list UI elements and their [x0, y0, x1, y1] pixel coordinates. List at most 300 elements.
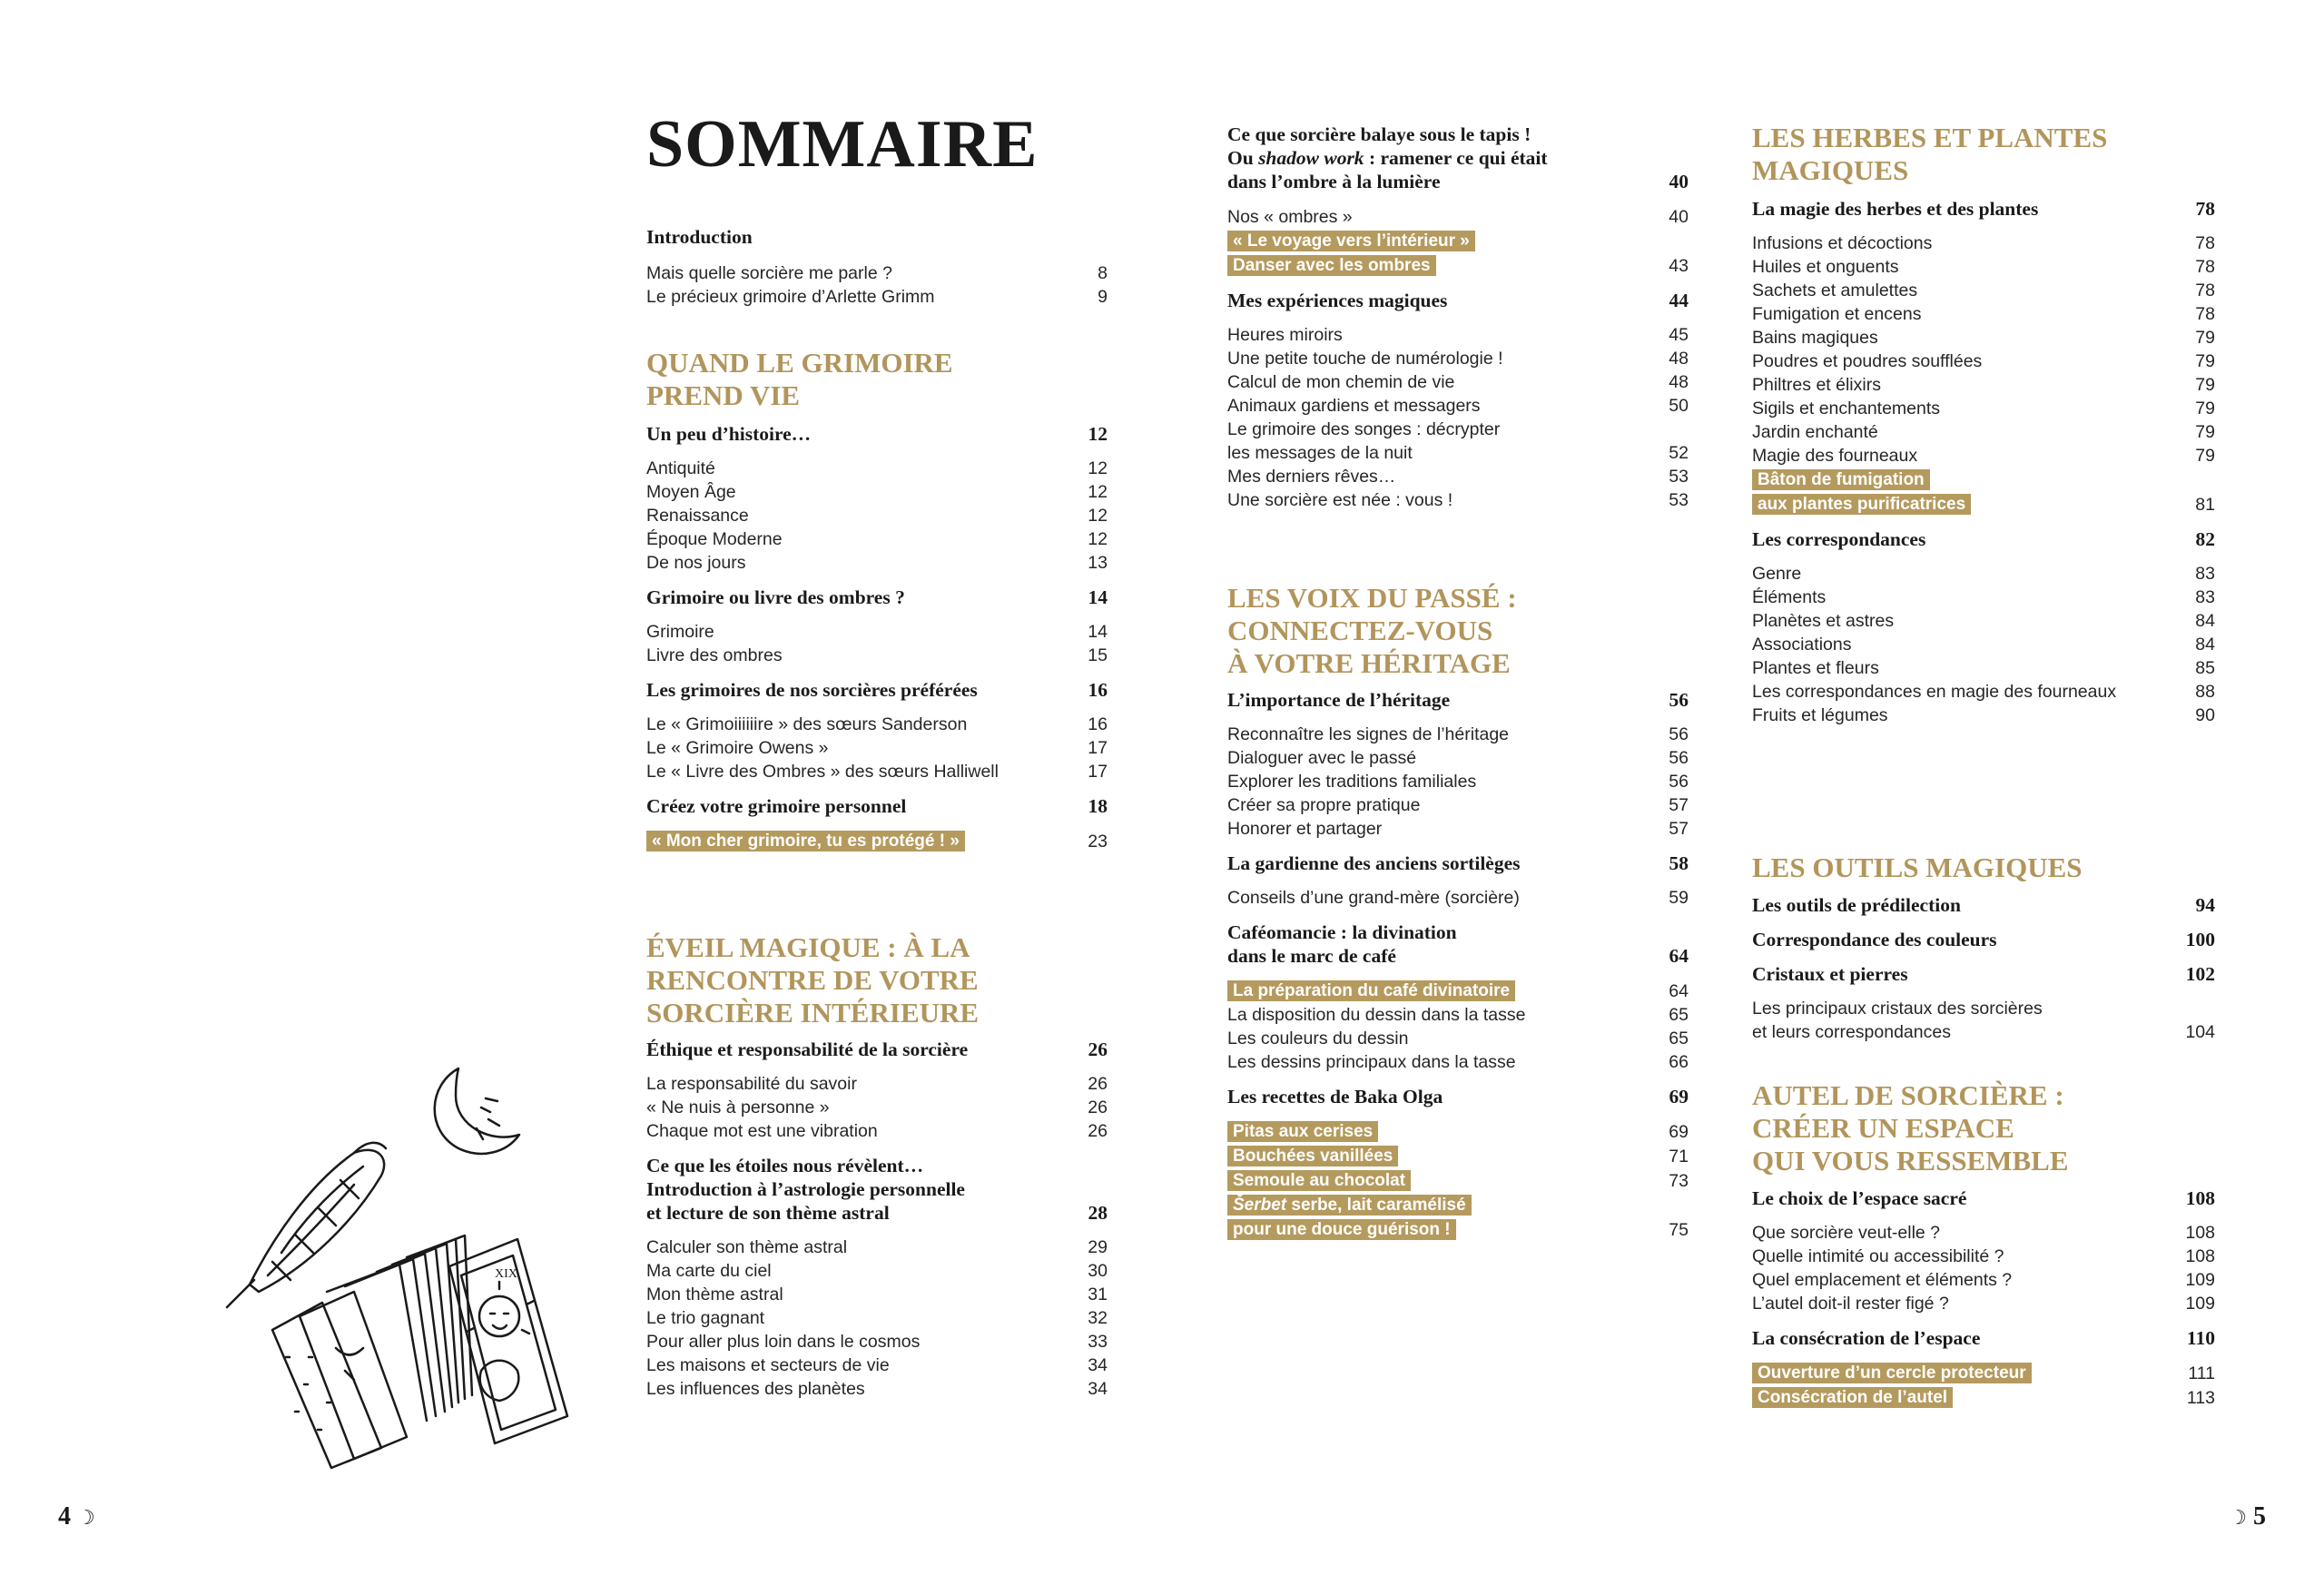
toc-entry[interactable] [1227, 488, 1689, 512]
entry-title: Une sorcière est née : vous ! [1227, 490, 1453, 510]
entry-title: Les dessins principaux dans la tasse [1227, 1052, 1516, 1072]
page-ref: 83 [2195, 587, 2215, 607]
highlight-label [1752, 1385, 1953, 1410]
page-ref: 16 [1088, 714, 1108, 734]
highlight-text: Bâton de fumigation aux plantes purificatrices [1752, 469, 1971, 515]
page-ref: 50 [1669, 396, 1689, 416]
page-ref: 30 [1088, 1261, 1108, 1281]
entry-title: Les maisons et secteurs de vie [646, 1355, 890, 1375]
toc-highlight-entry[interactable] [1752, 1361, 2215, 1385]
page-ref: 75 [1669, 1220, 1689, 1240]
highlight-text: Consécration de l’autel [1752, 1387, 1953, 1408]
page-ref: 26 [1088, 1098, 1108, 1117]
toc-entry[interactable] [646, 1259, 1108, 1283]
chapter-title: Éthique et responsabilité de la sorcière [646, 1039, 969, 1060]
sage-bundle-icon [227, 1143, 386, 1307]
highlight-label [1227, 1144, 1398, 1168]
svg-text:XIX: XIX [495, 1267, 517, 1281]
entry-title: Conseils d’une grand-mère (sorcière) [1227, 888, 1520, 908]
page-ref: 12 [1088, 529, 1108, 549]
toc-entry[interactable] [1752, 326, 2215, 349]
page-ref: 59 [1669, 888, 1689, 908]
chapter-title: Correspondance des couleurs [1752, 929, 1997, 950]
page-ref: 17 [1088, 762, 1108, 782]
toc-entry[interactable] [646, 736, 1108, 760]
entry-title: Le grimoire des songes : décrypter les messages de la nuit [1227, 419, 1501, 463]
page-ref: 12 [1088, 458, 1108, 478]
entry-title: Quel emplacement et éléments ? [1752, 1270, 2013, 1290]
entry-title: Associations [1752, 635, 1852, 655]
toc-entry[interactable] [646, 1119, 1108, 1143]
page-ref: 13 [1088, 553, 1108, 573]
entry-title: Le « Grimoire Owens » [646, 738, 829, 758]
page-ref: 83 [2195, 564, 2215, 584]
page-ref: 17 [1088, 738, 1108, 758]
page-ref: 69 [1669, 1086, 1689, 1107]
witch-tools-illustration [218, 1058, 581, 1471]
toc-highlight-entry[interactable] [1227, 1193, 1689, 1242]
chapter-title: Cristaux et pierres [1752, 963, 1908, 985]
page-number-left: 4 ☽ [58, 1502, 95, 1531]
page-ref: 56 [1669, 724, 1689, 744]
toc-highlight-entry[interactable] [1227, 1144, 1689, 1168]
page-ref: 57 [1669, 795, 1689, 815]
page-ref: 90 [2195, 705, 2215, 725]
highlight-label [1227, 1119, 1378, 1144]
toc-highlight-entry[interactable] [646, 829, 1108, 853]
toc-chapter[interactable] [646, 422, 1108, 446]
toc-chapter[interactable] [646, 586, 1108, 609]
section-title: LES HERBES ET PLANTES MAGIQUES [1752, 122, 2108, 186]
toc-entry[interactable] [1752, 231, 2215, 255]
page-ref: 110 [2186, 1327, 2215, 1349]
toc-entry[interactable] [1752, 1221, 2215, 1245]
page-ref: 40 [1669, 207, 1689, 227]
toc-chapter[interactable] [646, 678, 1108, 702]
toc-entry[interactable] [1227, 817, 1689, 841]
highlight-text: Bouchées vanillées [1227, 1146, 1398, 1166]
page-ref: 56 [1669, 748, 1689, 768]
section-block [1227, 688, 1689, 1242]
page-ref: 44 [1669, 290, 1689, 311]
entry-title: Genre [1752, 564, 1802, 584]
entry-title: Époque Moderne [646, 529, 783, 549]
entry-title: Que sorcière veut-elle ? [1752, 1223, 1941, 1243]
page-ref: 102 [2185, 963, 2215, 985]
entry-title: Infusions et décoctions [1752, 233, 1933, 253]
page-ref: 14 [1088, 622, 1108, 642]
entry-title: Le précieux grimoire d’Arlette Grimm [646, 287, 935, 307]
section-title: QUAND LE GRIMOIRE PREND VIE [646, 347, 953, 411]
toc-chapter-introduction[interactable]: Introduction [646, 226, 753, 248]
entry-title: Bains magiques [1752, 328, 1878, 348]
highlight-text: Pitas aux cerises [1227, 1121, 1378, 1142]
page-ref: 32 [1088, 1308, 1108, 1328]
section-title: LES VOIX DU PASSÉ : CONNECTEZ-VOUS À VOTRE HÉRITAGE [1227, 582, 1517, 679]
entry-title: Sachets et amulettes [1752, 281, 1918, 300]
entry-title: Calculer son thème astral [646, 1237, 848, 1257]
page-ref: 69 [1669, 1122, 1689, 1142]
page-ref: 28 [1088, 1202, 1108, 1224]
page-ref: 65 [1669, 1029, 1689, 1048]
toc-entry[interactable] [646, 1306, 1108, 1330]
entry-title: Grimoire [646, 622, 714, 642]
toc-entry[interactable] [1227, 746, 1689, 770]
toc-entry[interactable] [646, 504, 1108, 527]
entry-title: Fruits et légumes [1752, 705, 1888, 725]
toc-highlight-entry[interactable] [1227, 229, 1689, 278]
page-ref: 66 [1669, 1052, 1689, 1072]
toc-entry[interactable] [1752, 680, 2215, 704]
page-ref: 108 [2185, 1187, 2215, 1209]
entry-title: Renaissance [646, 506, 749, 526]
entry-title: Jardin enchanté [1752, 422, 1878, 442]
entry-title: Explorer les traditions familiales [1227, 772, 1477, 792]
entry-title: Chaque mot est une vibration [646, 1121, 878, 1141]
toc-entry[interactable] [1752, 302, 2215, 326]
page-ref: 79 [2195, 375, 2215, 395]
toc-entry[interactable] [1227, 1003, 1689, 1027]
entry-title: Calcul de mon chemin de vie [1227, 372, 1455, 392]
toc-chapter[interactable] [1752, 893, 2215, 917]
toc-chapter[interactable] [646, 1154, 1108, 1225]
toc-chapter[interactable] [646, 794, 1108, 818]
page-ref: 48 [1669, 349, 1689, 369]
toc-chapter[interactable] [1752, 1186, 2215, 1210]
toc-entry[interactable] [1752, 633, 2215, 656]
highlight-label [1227, 229, 1475, 278]
page-ref: 78 [2195, 281, 2215, 300]
toc-entry[interactable] [646, 457, 1108, 480]
page-title: SOMMAIRE [646, 107, 1039, 182]
toc-entry[interactable] [1227, 465, 1689, 488]
page-ref: 9 [1098, 287, 1108, 307]
toc-entry[interactable] [1227, 323, 1689, 347]
page-ref: 26 [1088, 1039, 1108, 1060]
toc-chapter[interactable] [1227, 688, 1689, 712]
toc-entry[interactable] [1752, 656, 2215, 680]
toc-chapter[interactable] [1752, 197, 2215, 221]
chapter-title: Mes expériences magiques [1227, 290, 1448, 311]
highlight-label [1227, 979, 1515, 1003]
page-ref: 104 [2185, 1022, 2215, 1042]
entry-title: Reconnaître les signes de l’héritage [1227, 724, 1510, 744]
chapter-title: La gardienne des anciens sortilèges [1227, 852, 1521, 874]
page-ref: 79 [2195, 399, 2215, 418]
entry-title: La responsabilité du savoir [646, 1074, 857, 1094]
highlight-italic: Šerbet [1233, 1196, 1287, 1215]
page-ref: 57 [1669, 819, 1689, 839]
page-ref: 64 [1669, 981, 1689, 1001]
chapter-title: Ce que les étoiles nous révèlent… Introduction à l’astrologie personnelle et lecture de son thème astral [646, 1155, 965, 1224]
page-ref: 29 [1088, 1237, 1108, 1257]
page-ref: 43 [1669, 256, 1689, 276]
section-block [1227, 205, 1689, 512]
toc-entry[interactable] [646, 480, 1108, 504]
toc-entry[interactable] [1752, 420, 2215, 444]
toc-highlight-entry[interactable] [1752, 1385, 2215, 1410]
chapter-title: Le choix de l’espace sacré [1752, 1187, 1967, 1209]
entry-title: Plantes et fleurs [1752, 658, 1879, 678]
toc-highlight-entry[interactable] [1752, 468, 2215, 517]
page-ref: 23 [1088, 832, 1108, 851]
toc-entry[interactable] [646, 1354, 1108, 1377]
page-ref: 108 [2185, 1246, 2215, 1266]
toc-highlight-entry[interactable] [1227, 1119, 1689, 1144]
toc-chapter[interactable] [1752, 1326, 2215, 1350]
section-title: ÉVEIL MAGIQUE : À LA RENCONTRE DE VOTRE SORCIÈRE INTÉRIEURE [646, 931, 980, 1029]
toc-entry[interactable] [1752, 1292, 2215, 1315]
section-block [646, 1038, 1108, 1401]
entry-title: Les principaux cristaux des sorcières et leurs correspondances [1752, 999, 2043, 1042]
entry-title: Magie des fourneaux [1752, 446, 1918, 466]
toc-entry[interactable] [1752, 373, 2215, 397]
page-ref: 34 [1088, 1379, 1108, 1399]
toc-entry[interactable] [1752, 562, 2215, 586]
toc-entry[interactable] [646, 261, 1108, 285]
toc-entry[interactable] [646, 285, 1108, 309]
moon-icon: ☽ [2229, 1506, 2247, 1529]
section-title: AUTEL DE SORCIÈRE : CRÉER UN ESPACE QUI VOUS RESSEMBLE [1752, 1079, 2069, 1176]
section-block [646, 422, 1108, 853]
page-ref: 26 [1088, 1121, 1108, 1141]
page-ref: 79 [2195, 446, 2215, 466]
page-ref: 53 [1669, 467, 1689, 487]
toc-entry[interactable] [1752, 279, 2215, 302]
page-ref: 45 [1669, 325, 1689, 345]
toc-entry[interactable] [646, 1235, 1108, 1259]
chapter-title: Les grimoires de nos sorcières préférées [646, 679, 978, 701]
moon-icon: ☽ [77, 1506, 95, 1529]
toc-entry[interactable] [1752, 586, 2215, 609]
entry-title: Quelle intimité ou accessibilité ? [1752, 1246, 2004, 1266]
entry-title: Les couleurs du dessin [1227, 1029, 1409, 1048]
toc-entry[interactable] [646, 1283, 1108, 1306]
page-ref: 52 [1669, 443, 1689, 463]
entry-title: Pour aller plus loin dans le cosmos [646, 1332, 921, 1352]
page-ref: 56 [1669, 689, 1689, 711]
toc-entry[interactable] [646, 1072, 1108, 1096]
page-ref: 31 [1088, 1285, 1108, 1304]
page-ref: 84 [2195, 611, 2215, 631]
toc-entry[interactable] [1752, 997, 2215, 1044]
entry-title: Livre des ombres [646, 645, 783, 665]
page-ref: 109 [2185, 1294, 2215, 1314]
entry-title: Le trio gagnant [646, 1308, 765, 1328]
page-ref: 84 [2195, 635, 2215, 655]
highlight-text: La préparation du café divinatoire [1227, 980, 1515, 1001]
entry-title: Le « Grimoiiiiiire » des sœurs Sanderson [646, 714, 968, 734]
page-ref: 113 [2186, 1388, 2215, 1408]
page-ref: 78 [2195, 198, 2215, 220]
toc-entry[interactable] [1227, 418, 1689, 465]
toc-entry[interactable] [1227, 370, 1689, 394]
toc-entry[interactable] [646, 713, 1108, 736]
toc-entry[interactable] [1227, 770, 1689, 793]
section-block [1752, 197, 2215, 727]
entry-title: Éléments [1752, 587, 1827, 607]
page-ref: 18 [1088, 795, 1108, 817]
toc-entry[interactable] [1227, 347, 1689, 370]
page-ref: 16 [1088, 679, 1108, 701]
toc-entry[interactable] [646, 527, 1108, 551]
toc-entry[interactable] [646, 1330, 1108, 1354]
page-ref: 8 [1098, 263, 1108, 283]
page-ref: 56 [1669, 772, 1689, 792]
page-ref: 15 [1088, 645, 1108, 665]
page-ref: 111 [2188, 1363, 2215, 1383]
entry-title: Moyen Âge [646, 482, 736, 502]
toc-entry[interactable] [1752, 1268, 2215, 1292]
chapter-title: Grimoire ou livre des ombres ? [646, 586, 905, 608]
toc-entry[interactable] [1752, 444, 2215, 468]
toc-chapter[interactable] [646, 1038, 1108, 1061]
chapter-title: La magie des herbes et des plantes [1752, 198, 2039, 220]
entry-title: « Ne nuis à personne » [646, 1098, 830, 1117]
page-ref: 109 [2185, 1270, 2215, 1290]
toc-entry[interactable] [1752, 255, 2215, 279]
toc-entry[interactable] [1227, 1050, 1689, 1074]
page-ref: 78 [2195, 257, 2215, 277]
toc-entry[interactable] [646, 1377, 1108, 1401]
page-ref: 12 [1088, 423, 1108, 445]
toc-entry[interactable] [1227, 394, 1689, 418]
page-ref: 82 [2195, 528, 2215, 550]
entry-title: De nos jours [646, 553, 746, 573]
page-ref: 85 [2195, 658, 2215, 678]
highlight-label [1752, 1361, 2032, 1385]
chapter-title: Les outils de prédilection [1752, 894, 1961, 916]
toc-chapter[interactable] [1227, 1085, 1689, 1108]
toc-entry[interactable] [1752, 397, 2215, 420]
section-block [1752, 893, 2215, 1044]
toc-entry[interactable] [646, 620, 1108, 644]
entry-title: Mon thème astral [646, 1285, 783, 1304]
toc-highlight-entry[interactable] [1227, 979, 1689, 1003]
chapter-title: Un peu d’histoire… [646, 423, 812, 445]
toc-entry[interactable] [646, 1096, 1108, 1119]
crescent-moon-icon [435, 1068, 519, 1154]
highlight-text: Semoule au chocolat [1227, 1170, 1411, 1191]
toc-chapter[interactable] [1227, 851, 1689, 875]
toc-chapter[interactable] [1227, 920, 1689, 968]
entry-title: Le « Livre des Ombres » des sœurs Halliwell [646, 762, 999, 782]
toc-entry[interactable] [646, 760, 1108, 783]
page-ref: 88 [2195, 682, 2215, 702]
page-ref: 26 [1088, 1074, 1108, 1094]
page-ref: 65 [1669, 1005, 1689, 1025]
entry-title: Les correspondances en magie des fourneaux [1752, 682, 2117, 702]
page-ref: 64 [1669, 945, 1689, 967]
toc-entry[interactable] [1752, 609, 2215, 633]
toc-entry[interactable] [1752, 1245, 2215, 1268]
tarot-cards-icon [272, 1235, 567, 1468]
toc-entry[interactable] [1227, 793, 1689, 817]
page-ref: 78 [2195, 233, 2215, 253]
entry-title: Mais quelle sorcière me parle ? [646, 263, 892, 283]
toc-entry[interactable] [646, 644, 1108, 667]
chapter-title: L’importance de l’héritage [1227, 689, 1451, 711]
page-ref: 100 [2185, 929, 2215, 950]
toc-entry[interactable] [1227, 886, 1689, 910]
toc-entry[interactable] [1752, 349, 2215, 373]
highlight-label [1227, 1168, 1411, 1193]
entry-title: Mes derniers rêves… [1227, 467, 1396, 487]
section-title: LES OUTILS MAGIQUES [1752, 851, 2083, 883]
entry-title: La disposition du dessin dans la tasse [1227, 1005, 1526, 1025]
toc-entry[interactable] [1227, 723, 1689, 746]
chapter-title: Créez votre grimoire personnel [646, 795, 907, 817]
chapter-title: La consécration de l’espace [1752, 1327, 1981, 1349]
page-ref: 33 [1088, 1332, 1108, 1352]
entry-title: Une petite touche de numérologie ! [1227, 349, 1503, 369]
page-ref: 94 [2195, 894, 2215, 916]
entry-title: Heures miroirs [1227, 325, 1343, 345]
page-ref: 48 [1669, 372, 1689, 392]
toc-chapter[interactable] [1752, 928, 2215, 951]
page-ref: 71 [1669, 1147, 1689, 1166]
page-ref: 73 [1669, 1171, 1689, 1191]
highlight-label [646, 829, 965, 853]
chapter-title: Les recettes de Baka Olga [1227, 1086, 1443, 1107]
entry-title: Fumigation et encens [1752, 304, 1922, 324]
highlight-label [1752, 468, 1971, 517]
page-ref: 12 [1088, 506, 1108, 526]
page-ref: 78 [2195, 304, 2215, 324]
highlight-text: « Mon cher grimoire, tu es protégé ! » [646, 831, 965, 851]
page-ref: 14 [1088, 586, 1108, 608]
toc-entry[interactable] [646, 551, 1108, 575]
toc-entry[interactable] [1227, 1027, 1689, 1050]
entry-title: Nos « ombres » [1227, 207, 1353, 227]
entry-title: L’autel doit-il rester figé ? [1752, 1294, 1949, 1314]
toc-chapter[interactable]: Ce que sorcière balaye sous le tapis ! Ou shadow work : ramener ce qui était dans l’ombre à la lumière 40 [1227, 123, 1689, 192]
section-block [1752, 1186, 2215, 1410]
intro-list [646, 261, 1108, 309]
highlight-text: « Le voyage vers l’intérieur » Danser avec les ombres [1227, 231, 1475, 276]
entry-title: Animaux gardiens et messagers [1227, 396, 1481, 416]
page-ref: 34 [1088, 1355, 1108, 1375]
entry-title: Honorer et partager [1227, 819, 1383, 839]
page-ref: 53 [1669, 490, 1689, 510]
entry-title: Sigils et enchantements [1752, 399, 1941, 418]
entry-title: Philtres et élixirs [1752, 375, 1881, 395]
toc-entry[interactable] [1752, 704, 2215, 727]
entry-title: Antiquité [646, 458, 715, 478]
toc-chapter[interactable] [1227, 289, 1689, 312]
toc-chapter[interactable] [1752, 962, 2215, 986]
page-ref: 12 [1088, 482, 1108, 502]
entry-title: Dialoguer avec le passé [1227, 748, 1417, 768]
highlight-rest: serbe, lait caramélisé pour une douce guérison ! [1233, 1196, 1466, 1239]
highlight-text: Ouverture d’un cercle protecteur [1752, 1363, 2032, 1383]
page-ref: 58 [1669, 852, 1689, 874]
page-ref: 79 [2195, 422, 2215, 442]
chapter-title: Caféomancie : la divination dans le marc de café [1227, 921, 1457, 967]
highlight-text [1227, 1195, 1472, 1240]
page-ref: 79 [2195, 351, 2215, 371]
page-number-right: ☽ 5 [2229, 1502, 2266, 1531]
toc-highlight-entry[interactable] [1227, 1168, 1689, 1193]
entry-title: Créer sa propre pratique [1227, 795, 1421, 815]
page-ref: 108 [2185, 1223, 2215, 1243]
entry-title: Huiles et onguents [1752, 257, 1899, 277]
toc-chapter[interactable] [1752, 527, 2215, 551]
page-ref: 79 [2195, 328, 2215, 348]
toc-entry[interactable] [1227, 205, 1689, 229]
page-ref: 81 [2195, 495, 2215, 515]
chapter-title: Les correspondances [1752, 528, 1926, 550]
